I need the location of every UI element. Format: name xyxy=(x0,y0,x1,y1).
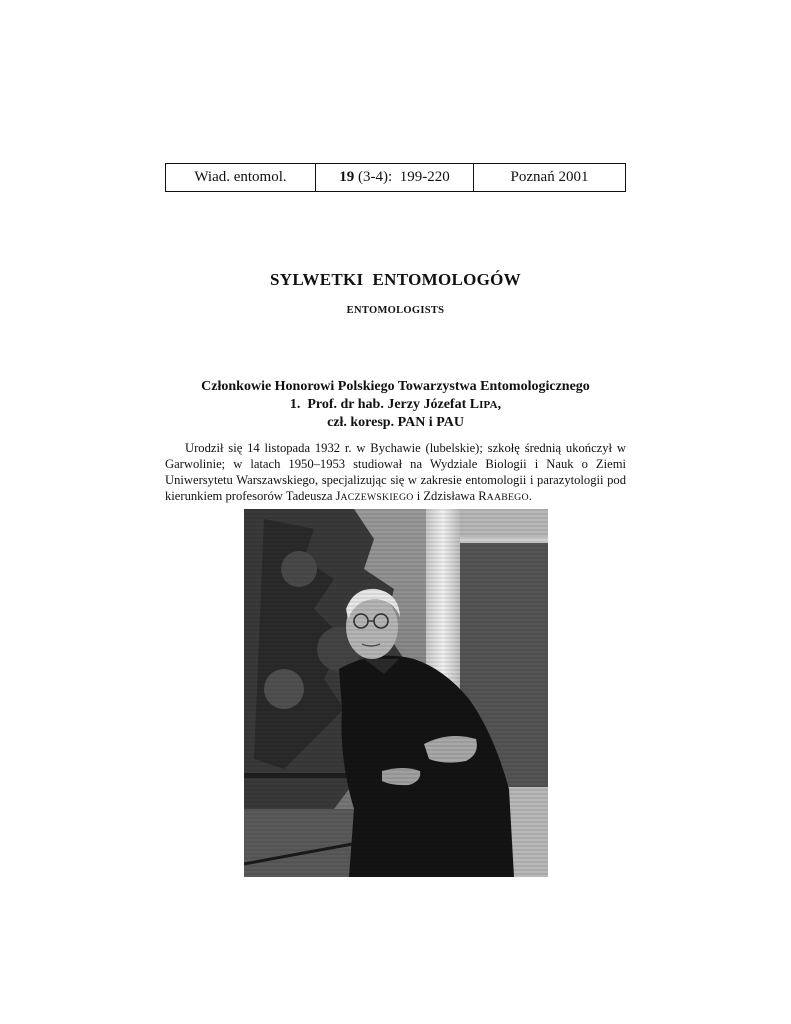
body-text-a: Urodził się 14 listopada 1932 r. w Bychawie (lubelskie); szkołę średnią ukończył w Garwolinie; w latach 1950–1953 studiował na Wydziale Biologii i Nauk o Ziemi Uniwersytetu Warszawskiego, specjalizując się w zakresie entomologii i parazytologii pod kierunkiem profesorów Tadeusza J xyxy=(165,441,626,503)
place-year-cell xyxy=(474,164,625,191)
journal-header-box xyxy=(165,163,626,192)
volume-number: 19 xyxy=(339,169,355,185)
issue-pages: (3-4): 199-220 xyxy=(354,169,450,185)
section-subtitle: ENTOMOLOGISTS xyxy=(346,305,445,316)
article-title xyxy=(165,378,626,432)
journal-name-cell xyxy=(166,164,316,191)
article-title-line3: czł. koresp. PAN i PAU xyxy=(327,415,464,430)
body-smallcaps-a: ACZEWSKIEGO xyxy=(340,492,414,503)
place-year: Poznań 2001 xyxy=(510,169,589,185)
article-title-line2 xyxy=(165,396,626,414)
volume-cell xyxy=(316,164,474,191)
body-text-b: i Zdzisława R xyxy=(413,489,487,503)
body-paragraph xyxy=(165,440,626,506)
portrait-photo xyxy=(244,509,548,877)
name-suffix: , xyxy=(497,397,502,412)
section-title: SYLWETKI ENTOMOLOGÓW xyxy=(270,270,521,289)
article-title-line1: Członkowie Honorowi Polskiego Towarzystwa Entomologicznego xyxy=(201,379,590,394)
surname-smallcaps: IPA xyxy=(479,399,498,411)
journal-name: Wiad. entomol. xyxy=(194,169,287,185)
name-prefix: 1. Prof. dr hab. Jerzy Józefat L xyxy=(289,397,480,412)
body-text-c: . xyxy=(528,489,532,503)
body-smallcaps-b: AABEGO xyxy=(486,492,529,503)
